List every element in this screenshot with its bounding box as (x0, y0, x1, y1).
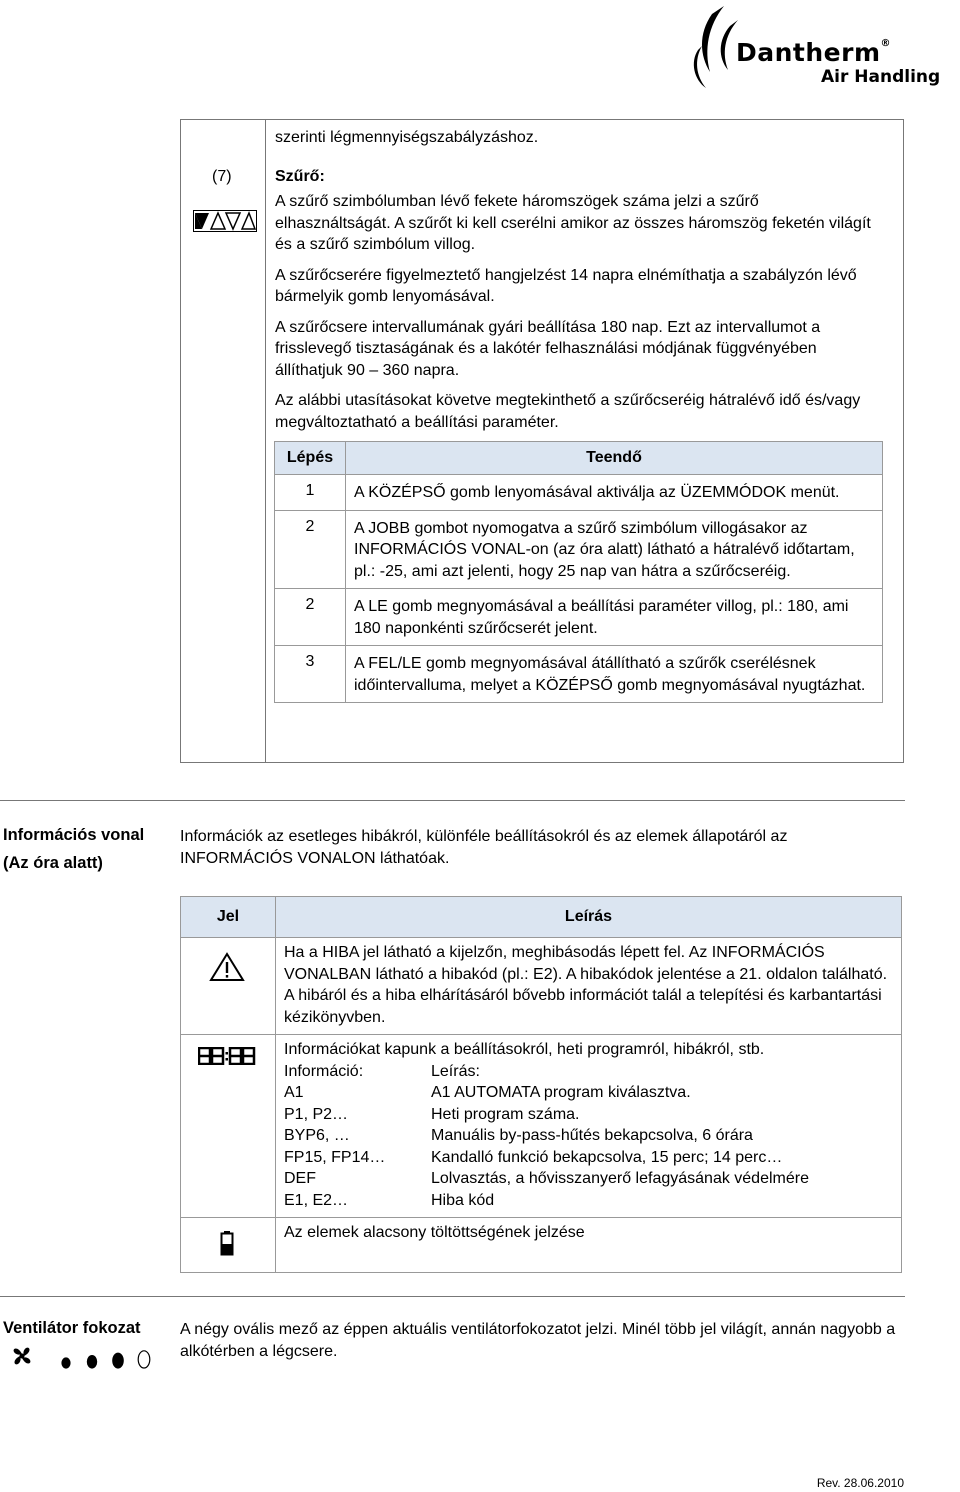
logo-brand: Dantherm® (736, 38, 892, 67)
warning-triangle-icon (209, 952, 245, 982)
revision-text: Rev. 28.06.2010 (816, 1476, 904, 1490)
fan-level-oval-filled (87, 1356, 96, 1368)
step-action: A KÖZÉPSŐ gomb lenyomásával aktiválja az ÜZEMMÓDOK menüt. (346, 475, 883, 511)
logo-subtitle: Air Handling (821, 67, 941, 87)
section-separator (0, 1296, 905, 1297)
paragraph: A szűrőcserére figyelmeztető hangjelzést 14 napra elnémíthatja a szabályzón lévő bármelyik gomb lenyomásával. (275, 266, 857, 305)
step-action: A FEL/LE gomb megnyomásával átállítható a szűrők cserélésnek időintervalluma, melyet a KÖZÉPSŐ gomb megnyomásával nyugtázhat. (346, 646, 883, 703)
paragraph: A szűrő szimbólumban lévő fekete háromszögek száma jelzi a szűrő elhasználtságát. A szűrőt ki kell cserélni amikor az összes háromszög feketén világít és a szűrő szimbólum villog. (275, 193, 871, 253)
step-number: 3 (275, 646, 346, 703)
info-pair (284, 1147, 891, 1169)
section-separator (0, 800, 905, 801)
info-meaning: A1 AUTOMATA program kiválasztva. (431, 1084, 691, 1101)
digital-display-icon (198, 1047, 256, 1065)
fan-level-oval-empty (138, 1351, 150, 1368)
display-description (276, 1035, 902, 1218)
fan-label: Ventilátor fokozat (3, 1319, 141, 1337)
battery-description: Az elemek alacsony töltöttségének jelzése (276, 1218, 902, 1273)
table-row (275, 589, 883, 646)
info-code: BYP6, … (284, 1127, 350, 1144)
section-divider (265, 119, 266, 763)
header-action: Teendő (346, 442, 883, 475)
step-action: A JOBB gombot nyomogatva a szűrő szimbólum villogásakor az INFORMÁCIÓS VONAL-on (az óra alatt) látható a hátralévő időtartam, pl.: -25, ami azt jelenti, hogy 25 nap van hátra a szűrőcseréig. (346, 510, 883, 589)
section-heading: Szűrő: (275, 168, 325, 185)
table-row (275, 510, 883, 589)
info-meaning: Heti program száma. (431, 1105, 580, 1123)
header-step: Lépés (275, 442, 346, 475)
info-code: FP15, FP14… (284, 1148, 386, 1166)
fan-level-oval-filled (113, 1353, 123, 1368)
step-action: A LE gomb megnyomásával a beállítási paraméter villog, pl.: 180, ami 180 naponkénti szűrőcserét jelent. (346, 589, 883, 646)
error-description: Ha a HIBA jel látható a kijelzőn, meghibásodás lépett fel. Az INFORMÁCIÓS VONALBAN látható a hibakód (pl.: E2). A hibakódok jelentése a 21. oldalon található. A hibáról és a hiba elhárításáról bővebb információt talál a telepítési és karbantartási kézikönyvben. (276, 938, 902, 1035)
header-symbol: Jel (181, 897, 276, 938)
step-number: 1 (275, 475, 346, 511)
info-code: E1, E2… (284, 1191, 349, 1209)
info-meaning: Kandalló funkció bekapcsolva, 15 perc; 14 perc… (431, 1148, 783, 1166)
paragraph: A szűrőcsere intervallumának gyári beállítása 180 nap. Ezt az intervallumot a frisslevegő tisztaságának és a lakótér felhasználási módjának függvényében állíthatjuk 90 – 360 napra. (275, 318, 821, 379)
info-code: P1, P2… (284, 1105, 349, 1123)
info-pair (284, 1061, 891, 1083)
table-header-row (275, 442, 883, 475)
info-pair (284, 1125, 891, 1147)
info-pair (284, 1104, 891, 1126)
info-meaning: Leírás: (431, 1062, 480, 1080)
display-intro: Információkat kapunk a beállításokról, heti programról, hibákról, stb. (284, 1041, 765, 1058)
table-header-row (181, 897, 902, 938)
fan-icon (10, 1344, 34, 1368)
fan-level-oval-filled (62, 1358, 70, 1368)
info-code: Információ: (284, 1062, 364, 1080)
info-pair (284, 1168, 891, 1190)
symbol-cell (181, 938, 276, 1035)
symbol-cell (181, 1218, 276, 1273)
info-pair (284, 1082, 891, 1104)
info-meaning: Hiba kód (431, 1191, 495, 1209)
table-row (275, 475, 883, 511)
fan-level-indicator (56, 1348, 160, 1370)
info-code: A1 (284, 1084, 304, 1101)
symbol-cell (181, 1035, 276, 1218)
info-label-sub: (Az óra alatt) (3, 854, 103, 872)
filter-paragraphs (275, 191, 875, 433)
steps-table (274, 441, 883, 703)
step-number: 2 (275, 510, 346, 589)
step-number: 2 (275, 589, 346, 646)
paragraph: Az alábbi utasításokat követve megtekinthető a szűrőcseréig hátralévő idő és/vagy megváltoztatható a beállítási paraméter. (275, 392, 861, 431)
battery-low-icon (220, 1230, 234, 1256)
dantherm-logo (690, 6, 952, 90)
table-row (181, 1035, 902, 1218)
info-pair (284, 1190, 891, 1212)
item-number: (7) (212, 168, 232, 185)
info-meaning: Lolvasztás, a hővisszanyerő lefagyásának védelmére (431, 1170, 809, 1187)
info-code: DEF (284, 1170, 316, 1187)
info-meaning: Manuális by-pass-hűtés bekapcsolva, 6 órára (431, 1127, 753, 1144)
info-label: Információs vonal (3, 826, 145, 844)
header-description: Leírás (276, 897, 902, 938)
info-table (180, 896, 902, 1273)
fan-description: A négy ovális mező az éppen aktuális ventilátorfokozatot jelzi. Minél több jel világít, annán nagyobb a alkótérben a légcsere. (180, 1321, 896, 1360)
continuation-text: szerinti légmennyiségszabályzáshoz. (275, 129, 539, 146)
info-description: Információk az esetleges hibákról, különféle beállításokról és az elemek állapotáról az INFORMÁCIÓS VONALON láthatóak. (180, 828, 788, 867)
table-row (181, 938, 902, 1035)
table-row (181, 1218, 902, 1273)
filter-symbol-icon (193, 210, 257, 232)
table-row (275, 646, 883, 703)
